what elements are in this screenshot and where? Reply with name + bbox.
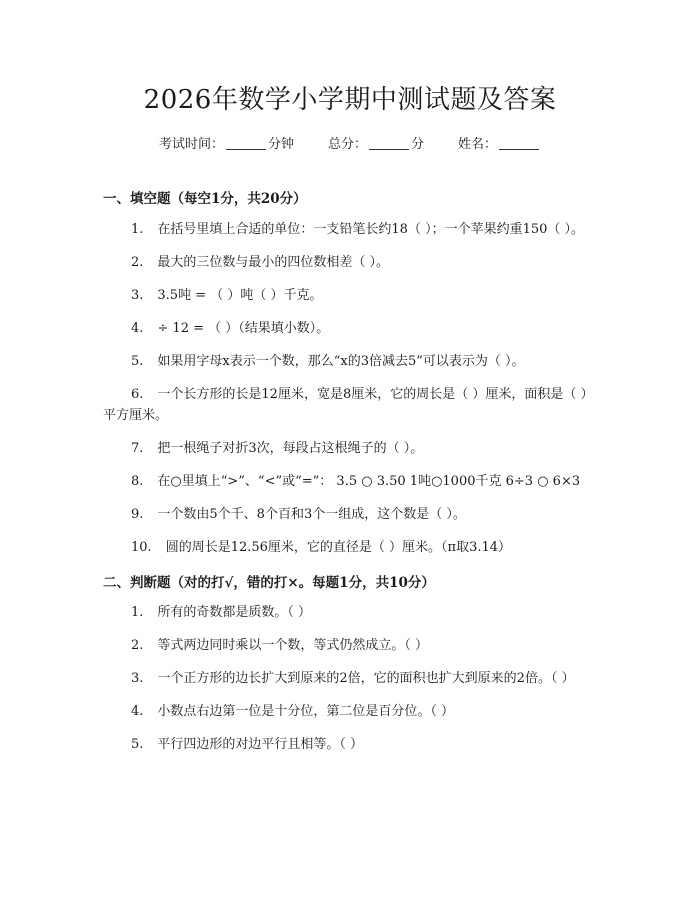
question-item: [103, 384, 597, 426]
question-text: 圆的周长是12.56厘米，它的直径是（ ）厘米。（π取3.14）: [165, 539, 512, 555]
question-text: 所有的奇数都是质数。（ ）: [157, 605, 312, 620]
question-text: 小数点右边第一位是十分位，第二位是百分位。（ ）: [157, 704, 455, 719]
question-text: 一个长方形的长是12厘米，宽是8厘米，它的周长是（ ）厘米，面积是（ ）平方厘米。: [103, 386, 594, 423]
question-number: 4.: [131, 320, 144, 336]
question-number: 1.: [131, 221, 144, 237]
question-item: [103, 252, 597, 273]
question-number: 5.: [131, 737, 144, 752]
question-item: [103, 602, 597, 623]
exam-time-blank: [226, 137, 266, 150]
question-text: 一个正方形的边长扩大到原来的2倍，它的面积也扩大到原来的2倍。（ ）: [157, 671, 575, 686]
exam-time-label: 考试时间：: [158, 137, 224, 152]
total-score-field: [328, 137, 424, 151]
question-item: [103, 504, 597, 525]
question-text: 把一根绳子对折3次，每段占这根绳子的（ ）。: [157, 440, 424, 456]
question-number: 2.: [131, 254, 144, 270]
exam-meta: [103, 137, 597, 151]
page-title: 2026年数学小学期中测试题及答案: [143, 85, 557, 115]
question-text: 如果用字母x表示一个数，那么“x的3倍减去5”可以表示为（ ）。: [157, 353, 525, 369]
question-item: [103, 318, 597, 339]
fill-in-question-list: [103, 219, 597, 558]
question-item: [103, 734, 597, 755]
total-score-unit: 分: [411, 137, 425, 152]
question-text: 最大的三位数与最小的四位数相差（ ）。: [157, 254, 390, 270]
question-number: 3.: [131, 287, 144, 303]
student-name-blank: [499, 137, 539, 150]
question-item: [103, 635, 597, 656]
total-score-label: 总分：: [327, 137, 367, 152]
question-item: [103, 285, 597, 306]
exam-time-field: [159, 137, 294, 151]
question-number: 8.: [131, 473, 144, 489]
question-number: 5.: [131, 353, 144, 369]
question-number: 1.: [131, 605, 144, 620]
question-item: [103, 471, 597, 492]
exam-time-unit: 分钟: [267, 137, 294, 152]
question-item: [103, 701, 597, 722]
question-number: 3.: [131, 671, 144, 686]
question-number: 6.: [131, 386, 144, 402]
question-text: ÷ 12 = （ ）（结果填小数）。: [157, 320, 330, 336]
total-score-blank: [369, 137, 409, 150]
question-item: [103, 351, 597, 372]
question-item: [103, 537, 597, 558]
question-text: 一个数由5个千、8个百和3个一组成，这个数是（ ）。: [157, 506, 466, 522]
question-text: 平行四边形的对边平行且相等。（ ）: [157, 737, 364, 752]
question-item: [103, 668, 597, 689]
section-heading-true-false: 二、判断题（对的打√，错的打×。每题1分，共10分）: [103, 574, 435, 591]
question-text: 在○里填上“>”、“<”或“=”： 3.5 ○ 3.50 1吨○1000千克 6÷3 ○ 6×3: [157, 473, 581, 489]
question-number: 9.: [131, 506, 144, 522]
student-name-field: [458, 137, 541, 151]
question-number: 7.: [131, 440, 144, 456]
question-item: [103, 219, 597, 240]
question-number: 10.: [131, 539, 152, 555]
question-number: 2.: [131, 638, 144, 653]
student-name-label: 姓名：: [458, 137, 498, 152]
true-false-question-list: [103, 602, 597, 755]
question-number: 4.: [131, 704, 144, 719]
question-item: [103, 438, 597, 459]
section-heading-fill-in: 一、填空题（每空1分，共20分）: [103, 191, 307, 207]
question-text: 在括号里填上合适的单位：一支铅笔长约18（ ）；一个苹果约重150（ ）。: [157, 221, 585, 237]
question-text: 3.5吨 = （ ）吨（ ）千克。: [157, 287, 323, 303]
question-text: 等式两边同时乘以一个数，等式仍然成立。（ ）: [157, 638, 429, 653]
